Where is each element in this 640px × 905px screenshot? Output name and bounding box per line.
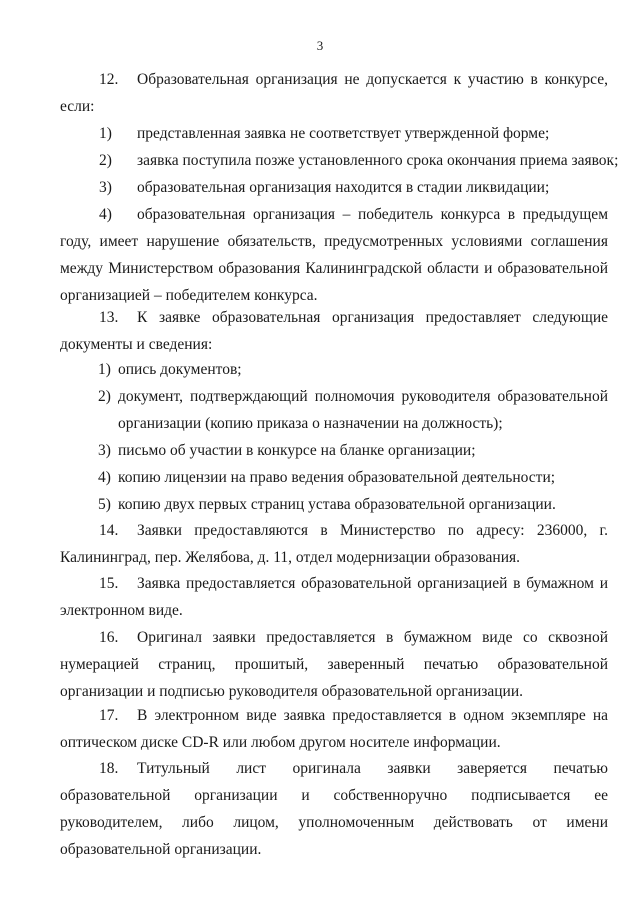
list-item-number: 1): [99, 125, 112, 142]
list-item-text: образовательная организация – победитель конкурса в предыдущем году, имеет нарушение обязательств, предусмотренных условиями соглашения между Министерством образования Калининградской области и образовательной организацией – победителем конкурса.: [60, 206, 608, 304]
paragraph-14: [60, 517, 608, 571]
page-number: 3: [316, 38, 324, 53]
list-item-text: копию лицензии на право ведения образовательной деятельности;: [118, 469, 556, 486]
list-item: [98, 383, 608, 437]
list-item-text: заявка поступила позже установленного срока окончания приема заявок;: [137, 152, 619, 169]
list-item-text: представленная заявка не соответствует утвержденной форме;: [137, 125, 550, 142]
list-item-number: 2): [99, 152, 112, 169]
paragraph-number: 16.: [99, 629, 119, 646]
paragraph-15: [60, 570, 608, 624]
list-item-number: 2): [98, 388, 111, 405]
list-item-number: 3): [98, 442, 111, 459]
paragraph-text: В электронном виде заявка предоставляется в одном экземпляре на оптическом диске CD-R или любом другом носителе информации.: [60, 707, 608, 751]
list-item-text: письмо об участии в конкурсе на бланке организации;: [118, 442, 476, 459]
list-item-text: документ, подтверждающий полномочия руководителя образовательной организации (копию приказа о назначении на должность);: [118, 388, 608, 432]
paragraph-number: 13.: [99, 309, 119, 326]
list-item-number: 1): [98, 361, 111, 378]
paragraph-number: 17.: [99, 707, 119, 724]
list-item-text: копию двух первых страниц устава образовательной организации.: [118, 496, 556, 513]
list-item-text: опись документов;: [118, 361, 242, 378]
list-item-number: 5): [98, 496, 111, 513]
paragraph-number: 18.: [99, 760, 119, 777]
paragraph-number: 15.: [99, 575, 119, 592]
paragraph-number: 12.: [99, 71, 119, 88]
list-item: [98, 464, 608, 491]
list-item-4-paragraph: [60, 201, 608, 309]
list-item-number: 3): [99, 179, 112, 196]
list-item-text: образовательная организация находится в стадии ликвидации;: [137, 179, 550, 196]
paragraph-text: К заявке образовательная организация предоставляет следующие документы и сведения:: [60, 309, 608, 353]
paragraph-text: Заявка предоставляется образовательной организацией в бумажном и электронном виде.: [60, 575, 608, 619]
list-item: [98, 437, 608, 464]
paragraph-text: Заявки предоставляются в Министерство по адресу: 236000, г. Калининград, пер. Желябова, д. 11, отдел модернизации образования.: [60, 522, 608, 566]
paragraph-text: Титульный лист оригинала заявки заверяется печатью образовательной организации и собственноручно подписывается ее руководителем, либо лицом, уполномоченным действовать от имени образовательной организации.: [60, 760, 608, 858]
list-item-number: 4): [99, 206, 112, 223]
list-item: [98, 356, 608, 383]
list-item: [98, 491, 608, 518]
paragraph-13: [60, 304, 608, 358]
paragraph-17: [60, 702, 608, 756]
paragraph-18: [60, 755, 608, 863]
paragraph-text: Образовательная организация не допускается к участию в конкурсе, если:: [60, 71, 608, 115]
list-item-number: 4): [98, 469, 111, 486]
paragraph-12: [60, 66, 608, 120]
paragraph-number: 14.: [99, 522, 119, 539]
paragraph-text: Оригинал заявки предоставляется в бумажном виде со сквозной нумерацией страниц, прошитый, заверенный печатью образовательной организации и подписью руководителя образовательной организации.: [60, 629, 608, 700]
paragraph-16: [60, 624, 608, 705]
